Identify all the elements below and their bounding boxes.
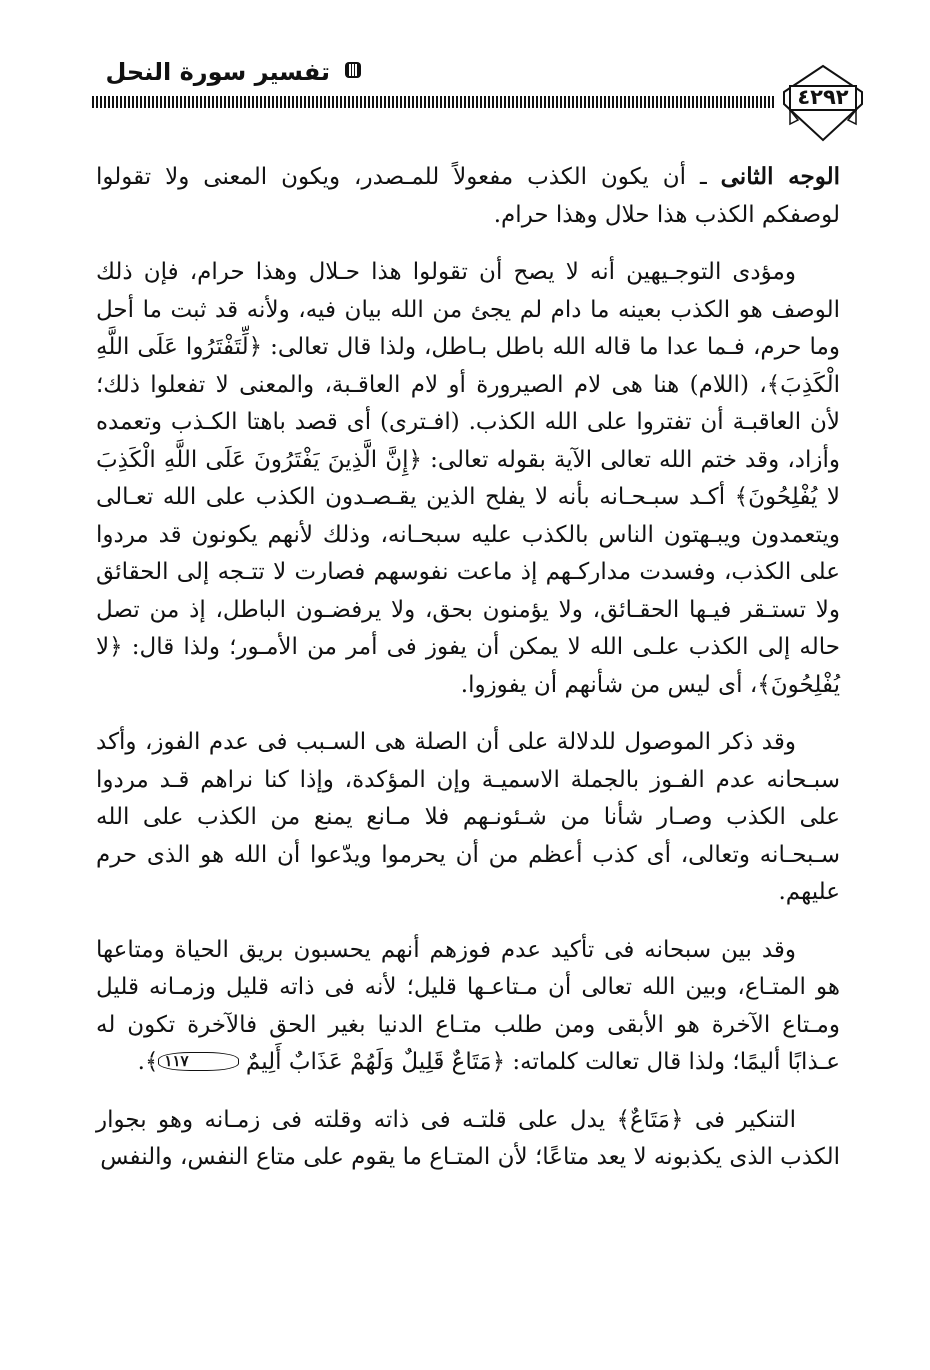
body-text-run: ، (اللام) هنا هى لام الصيرورة أو لام العاقـبة، والمعنى لا تفعلوا ذلك؛ لأن العاقبـة أن تفتروا على الله الكذب. (افـترى) أى قصد باهتا الكـذب وتعمده وأزاد، وقد ختم الله تعالى الآية بقوله تعالى: [96, 371, 840, 473]
body-text-run: ومؤدى التوجـيهين أنه لا يصح أن تقولوا هذا حـلال وهذا حرام، فإن ذلك الوصف هو الكذب بعينه ما دام لم يجئ من الله بيان فيه، ولأنه قد ثبت ما أحل وما حرم، فـما عدا ما قاله الله باطل بـاطل، ولذا قال تعالى: [96, 259, 840, 360]
ornament-icon [343, 60, 363, 80]
body-text-run: أكـد سبـحـانه بأنه لا يفلح الذين يقـصـدون الكذب على الله تعـالى ويتعمدون ويبـهتون الناس بالكذب عليه سبحـانه، وذلك لأنهم يكونون قد مردوا على الكذب، وفسدت مداركـهم إذ ماعت نفوسهم فصارت لا تتـجه إلى الحقائق ولا تستـقر فيـها الحقـائق، ولا يؤمنون بحق، ولا يرفضـون الباطل، إذ من تصل حاله إلى الكذب علـى الله لا يمكن أن يفوز فى أمر من الأمـور؛ ولذا قال: [96, 484, 840, 660]
header-rule [92, 96, 774, 108]
quran-quote: ﴿لا يُفْلِحُونَ﴾ [96, 634, 840, 698]
page-header [0, 0, 930, 160]
paragraph [96, 724, 840, 912]
body-text-run: . [137, 1049, 145, 1075]
quran-quote: ﴾ [144, 1049, 159, 1075]
paragraph [96, 1102, 840, 1177]
page-number: ٤٢٩٢ [797, 85, 849, 109]
paragraph [96, 254, 840, 704]
paragraph [96, 158, 840, 234]
paragraph [96, 932, 840, 1082]
body-text-run: يدل على قلتـه فى ذاته وقلته فى زمـانه وهو بجوار الكذب الذى يكذبونه لا يعد متاعًا؛ لأن المتـاع ما يقوم على متاع النفس، والنفس [96, 1106, 840, 1170]
body-text-run: ـ أن يكون الكذب مفعولاً للمـصدر، ويكون المعنى ولا تقولوا لوصفكم الكذب هذا حلال وهذا حرام. [96, 164, 840, 228]
body-text [96, 158, 840, 1358]
body-text-run: ، أى ليس من شأنهم أن يفوزوا. [460, 671, 758, 698]
quran-quote: ﴿مَتَاعٌ﴾ [616, 1106, 684, 1133]
section-lead: الوجه الثانى [720, 163, 841, 190]
quran-quote: ﴿إِنَّ الَّذِينَ يَفْتَرُونَ عَلَى اللَّهِ الْكَذِبَ لا يُفْلِحُونَ﴾ [96, 446, 840, 510]
running-title: تفسير سورة النحل [105, 58, 330, 86]
body-text-run: التنكير فى [683, 1106, 796, 1133]
verse-number: ١١٧ [158, 1052, 238, 1071]
quran-quote: ﴿لِّتَفْتَرُوا عَلَى اللَّهِ الْكَذِبَ﴾ [96, 334, 840, 398]
body-text-run: وقد بين سبحانه فى تأكيد عدم فوزهم أنهم يحسبون بريق الحياة ومتاعها هو المتـاع، وبين الله تعالى أن مـتاعـها قليل؛ لأنه فى ذاته قليل وزمـانه قليل ومـتاع الآخرة هو الأبقى ومن طلب متـاع الدنيا بغير الحق فالآخرة تكون له عـذابًا أليمًا؛ ولذا قال تعالت كلماته: [96, 936, 840, 1075]
quran-quote: ﴿مَتَاعٌ قَلِيلٌ وَلَهُمْ عَذَابٌ أَلِيمٌ [238, 1049, 506, 1075]
body-text-run: وقد ذكر الموصول للدلالة على أن الصلة هى السـبب فى عدم الفوز، وأكد سبـحانه عدم الفـوز بالجملة الاسميـة وإن المؤكدة، وإذا كنا نراهم قـد مردوا على الكذب وصـار شأنا من شـئونـهم فلا مـانع يمنع من الكذب على الله سـبحـانه وتعالى، أى كذب أعظم من أن يحرموا ويدّعوا أن الله هو الذى حرم عليهم. [96, 729, 840, 905]
